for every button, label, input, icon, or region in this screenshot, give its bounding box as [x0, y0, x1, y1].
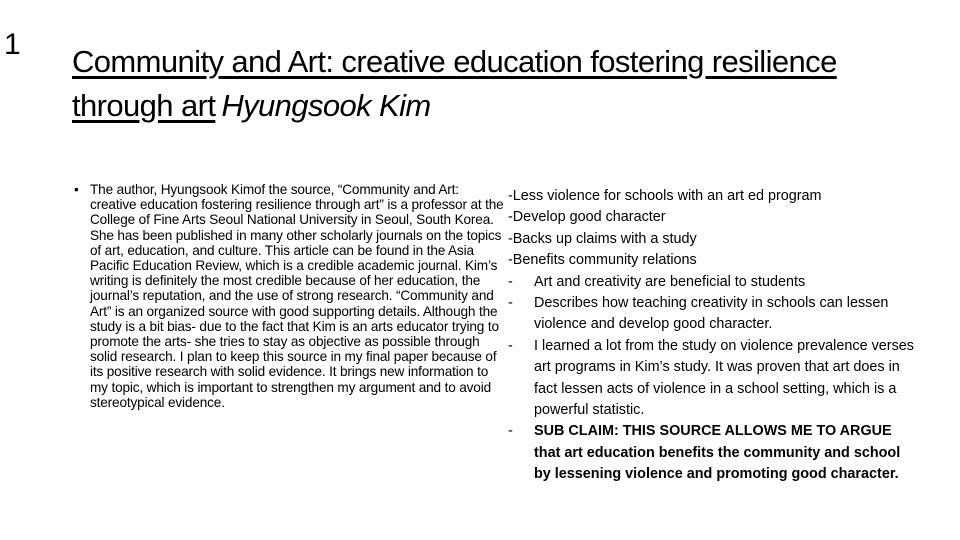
summary-line: -Benefits community relations [508, 252, 697, 269]
page-title [72, 40, 932, 128]
dash-marker: - [508, 423, 513, 440]
list-item [508, 336, 920, 422]
point-text: Art and creativity are beneficial to students [534, 273, 806, 290]
title-author: Hyungsook Kim [221, 88, 431, 123]
list-item [74, 182, 504, 410]
dash-marker: - [508, 337, 513, 354]
slide-number: 1 [4, 28, 21, 61]
dash-marker: - [508, 273, 513, 290]
point-text: Describes how teaching creativity in schools can lessen violence and develop good character. [534, 295, 889, 333]
summary-line: -Backs up claims with a study [508, 230, 697, 247]
source-evaluation [74, 182, 504, 410]
bullet-icon: • [74, 182, 79, 197]
list-item [508, 272, 920, 293]
list-item [508, 293, 920, 336]
summary-line: -Develop good character [508, 209, 666, 226]
dash-marker: - [508, 295, 513, 312]
key-points [508, 186, 920, 486]
evaluation-text: The author, Hyungsook Kimof the source, “Community and Art: creative education fostering resilience through art” is a professor at the College of Fine Arts Seoul National University in Seoul, South Korea. She has been published in many other scholarly journals on the topics of art, education, and culture. This article can be found in the Asia Pacific Education Review, which is a credible academic journal. Kim’s writing is definitely the most credible because of her education, the journal’s reputation, and the use of strong research. “Community and Art” is an organized source with good supporting details. Although the study is a bit bias- due to the fact that Kim is an arts educator trying to promote the arts- she tries to stay as objective as possible through solid research. I plan to keep this source in my final paper because of its positive research with solid evidence. It brings new information to my topic, which is important to strengthen my argument and to avoid stereotypical evidence. [90, 182, 504, 410]
list-item [508, 421, 920, 485]
title-main: Community and Art: creative education fostering resilience through art [72, 44, 837, 123]
sub-claim-text: SUB CLAIM: THIS SOURCE ALLOWS ME TO ARGUE that art education benefits the community and school by lessening violence and promoting good character. [534, 423, 901, 483]
summary-line: -Less violence for schools with an art ed program [508, 188, 822, 204]
point-text: I learned a lot from the study on violence prevalence verses art programs in Kim’s study. It was proven that art does in fact lessen acts of violence in a school setting, which is a powerful statistic. [534, 337, 914, 419]
